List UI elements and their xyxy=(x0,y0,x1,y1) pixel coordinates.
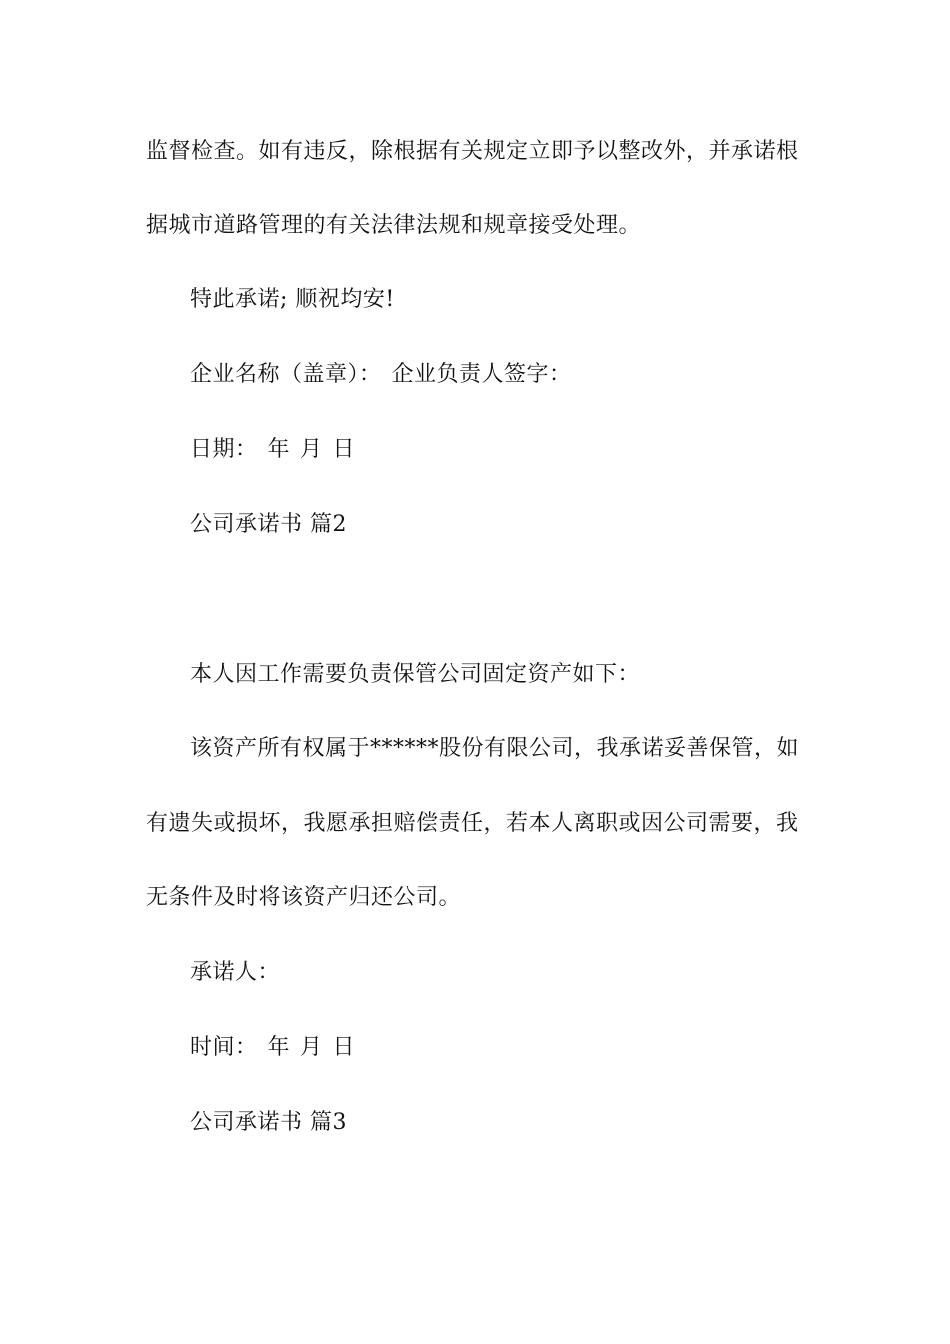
time-day: 日 xyxy=(332,1035,356,1060)
signature-line xyxy=(190,360,572,390)
paragraph-line: 监督检查。如有违反，除根据有关规定立即予以整改外，并承诺根 xyxy=(146,139,799,164)
responsible-sign-label: 企业负责人签字： xyxy=(391,362,572,387)
time-label: 时间： xyxy=(190,1035,258,1060)
paragraph-line: 据城市道路管理的有关法律法规和规章接受处理。 xyxy=(146,213,642,238)
time-month: 月 xyxy=(300,1035,323,1060)
paragraph-line: 该资产所有权属于******股份有限公司，我承诺妥善保管，如 xyxy=(190,736,800,761)
section-heading: 公司承诺书 篇3 xyxy=(190,1110,347,1135)
paragraph-line: 无条件及时将该资产归还公司。 xyxy=(146,885,462,910)
date-year: 年 xyxy=(267,437,291,462)
date-day: 日 xyxy=(332,437,356,462)
company-name-label: 企业名称（盖章）： xyxy=(190,362,382,387)
section-heading: 公司承诺书 篇2 xyxy=(190,512,347,537)
closing-line: 特此承诺; 顺祝均安! xyxy=(190,287,395,312)
promisor-label: 承诺人： xyxy=(190,960,281,985)
time-line xyxy=(190,1033,355,1063)
date-month: 月 xyxy=(300,437,323,462)
paragraph-line: 有遗失或损坏，我愿承担赔偿责任，若本人离职或因公司需要，我 xyxy=(146,811,799,836)
date-line xyxy=(190,435,355,465)
date-label: 日期： xyxy=(190,437,258,462)
paragraph-line: 本人因工作需要负责保管公司固定资产如下： xyxy=(190,662,641,687)
time-year: 年 xyxy=(267,1035,291,1060)
